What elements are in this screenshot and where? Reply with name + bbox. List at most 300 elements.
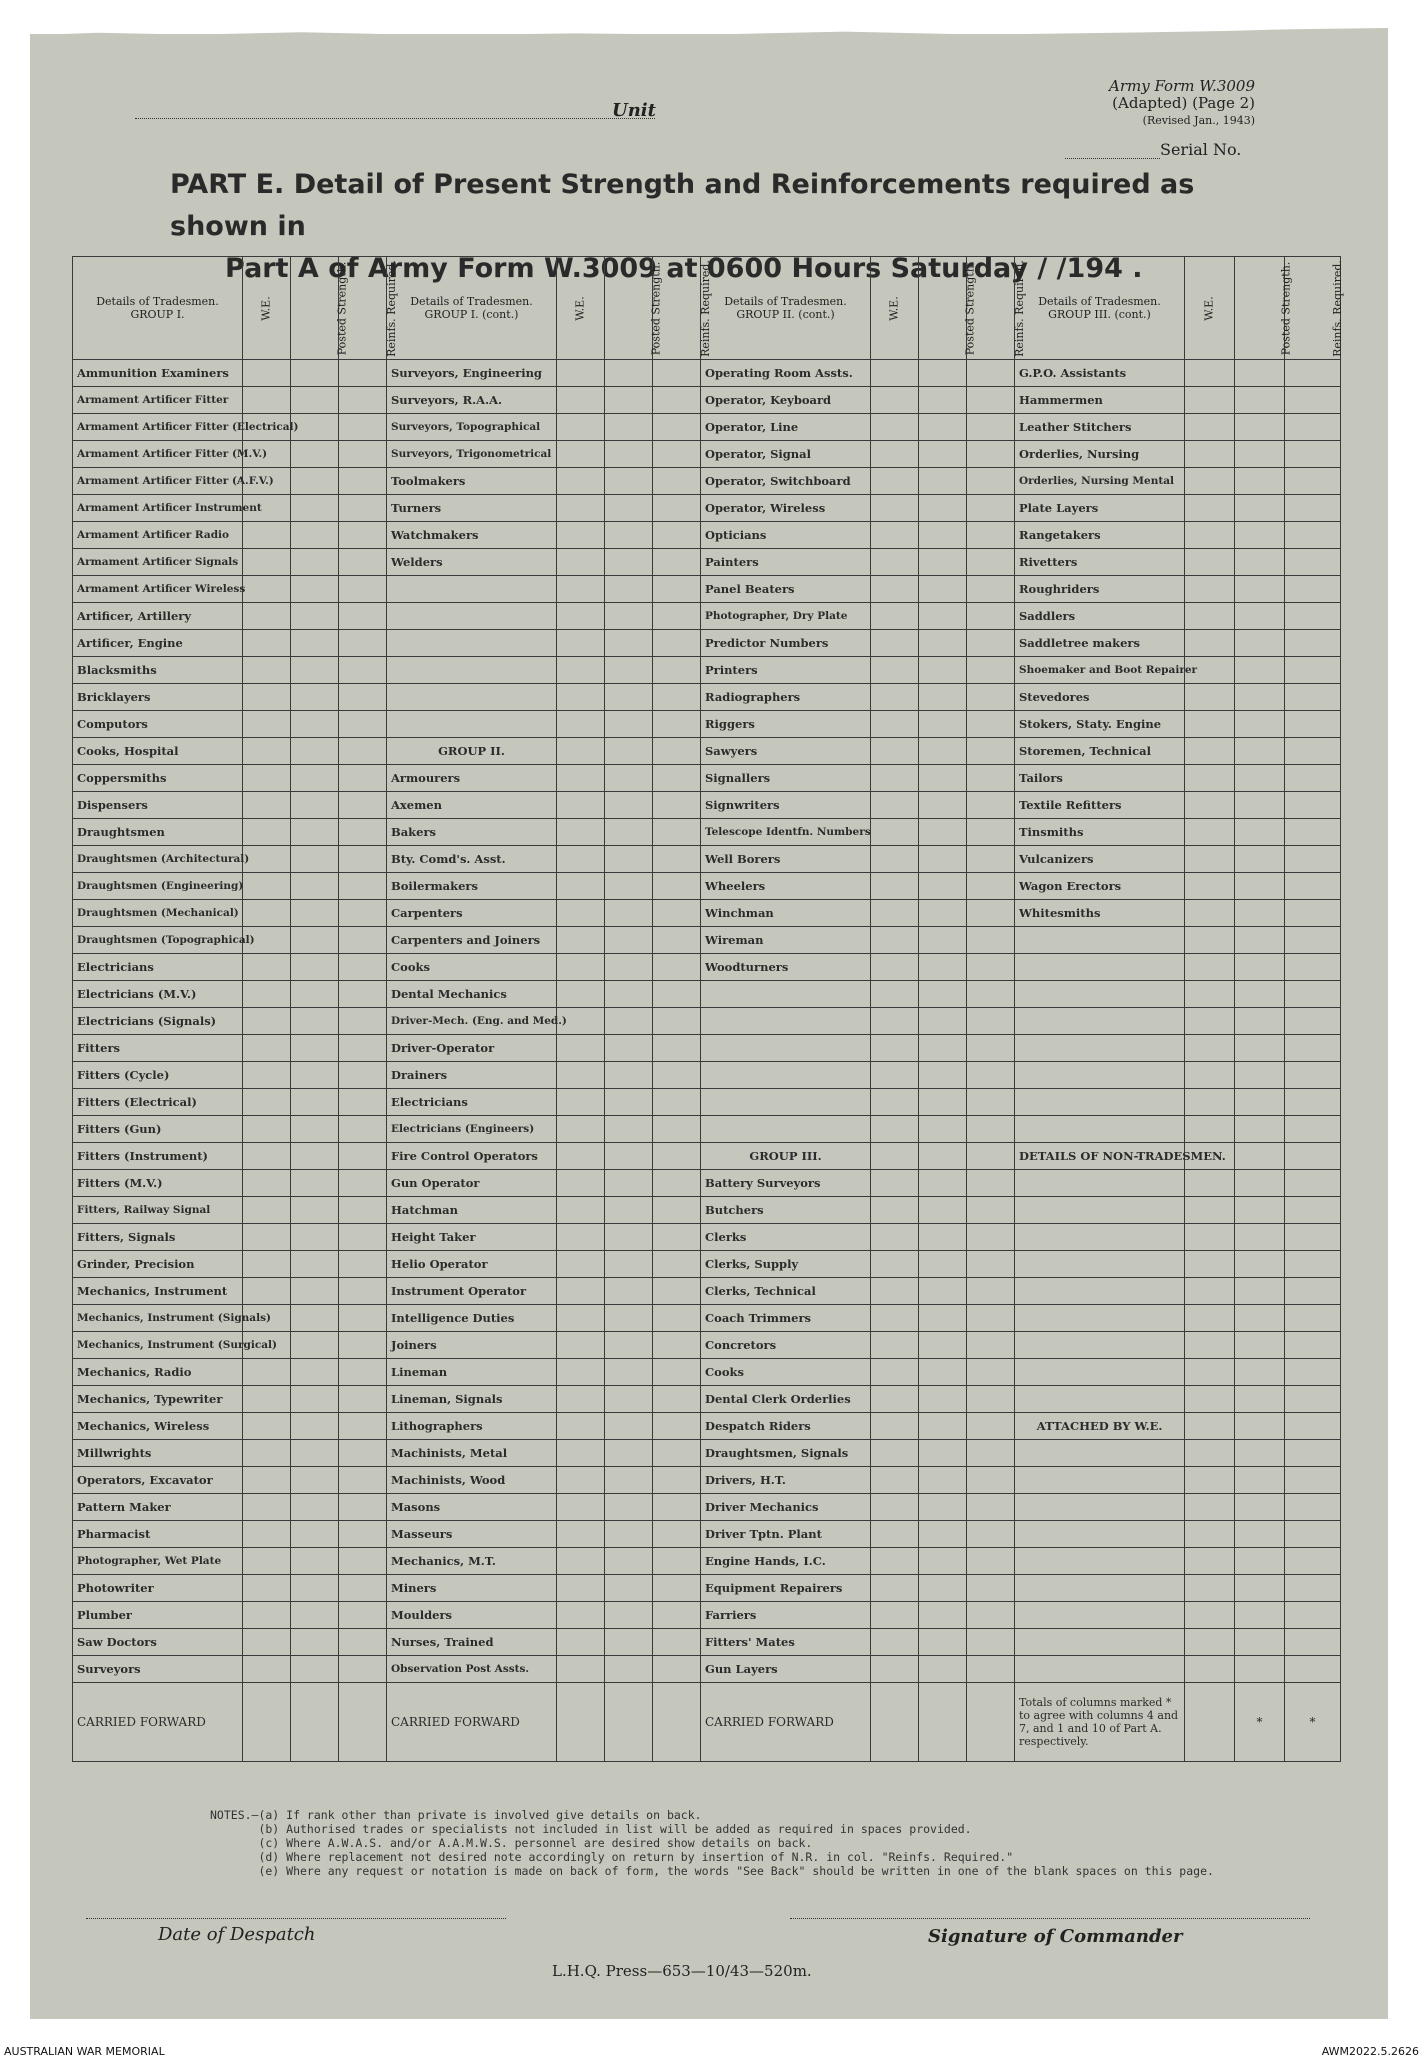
entry-cell[interactable] bbox=[243, 657, 291, 684]
entry-cell[interactable] bbox=[919, 603, 967, 630]
entry-cell[interactable] bbox=[291, 1332, 339, 1359]
entry-cell[interactable] bbox=[967, 765, 1015, 792]
entry-cell[interactable] bbox=[557, 657, 605, 684]
entry-cell[interactable] bbox=[1235, 846, 1285, 873]
entry-cell[interactable] bbox=[919, 738, 967, 765]
entry-cell[interactable] bbox=[653, 1305, 701, 1332]
entry-cell[interactable] bbox=[1285, 657, 1341, 684]
entry-cell[interactable] bbox=[653, 1548, 701, 1575]
entry-cell[interactable] bbox=[557, 1251, 605, 1278]
entry-cell[interactable] bbox=[653, 657, 701, 684]
entry-cell[interactable] bbox=[557, 1197, 605, 1224]
entry-cell[interactable] bbox=[339, 1062, 387, 1089]
entry-cell[interactable] bbox=[291, 1629, 339, 1656]
entry-cell[interactable] bbox=[1235, 1575, 1285, 1602]
entry-cell[interactable] bbox=[605, 1359, 653, 1386]
entry-cell[interactable] bbox=[243, 1035, 291, 1062]
entry-cell[interactable] bbox=[557, 603, 605, 630]
entry-cell[interactable] bbox=[871, 900, 919, 927]
entry-cell[interactable] bbox=[243, 738, 291, 765]
entry-cell[interactable] bbox=[557, 1170, 605, 1197]
entry-cell[interactable] bbox=[1235, 1332, 1285, 1359]
entry-cell[interactable] bbox=[919, 1629, 967, 1656]
entry-cell[interactable] bbox=[605, 873, 653, 900]
entry-cell[interactable] bbox=[1285, 1494, 1341, 1521]
entry-cell[interactable] bbox=[919, 765, 967, 792]
entry-cell[interactable] bbox=[967, 1035, 1015, 1062]
entry-cell[interactable] bbox=[1285, 414, 1341, 441]
entry-cell[interactable] bbox=[1185, 522, 1235, 549]
entry-cell[interactable] bbox=[557, 1602, 605, 1629]
entry-cell[interactable] bbox=[557, 1116, 605, 1143]
entry-cell[interactable] bbox=[1185, 1602, 1235, 1629]
entry-cell[interactable] bbox=[605, 1683, 653, 1762]
entry-cell[interactable] bbox=[605, 1035, 653, 1062]
entry-cell[interactable] bbox=[291, 630, 339, 657]
entry-cell[interactable] bbox=[1235, 414, 1285, 441]
entry-cell[interactable] bbox=[871, 576, 919, 603]
entry-cell[interactable] bbox=[339, 1521, 387, 1548]
entry-cell[interactable] bbox=[339, 873, 387, 900]
entry-cell[interactable] bbox=[919, 387, 967, 414]
entry-cell[interactable] bbox=[339, 684, 387, 711]
entry-cell[interactable] bbox=[919, 1251, 967, 1278]
entry-cell[interactable] bbox=[871, 711, 919, 738]
entry-cell[interactable] bbox=[291, 819, 339, 846]
entry-cell[interactable] bbox=[1235, 1197, 1285, 1224]
entry-cell[interactable] bbox=[557, 1575, 605, 1602]
entry-cell[interactable] bbox=[967, 468, 1015, 495]
entry-cell[interactable] bbox=[1235, 1548, 1285, 1575]
entry-cell[interactable] bbox=[967, 1413, 1015, 1440]
entry-cell[interactable] bbox=[1235, 1062, 1285, 1089]
entry-cell[interactable] bbox=[605, 414, 653, 441]
entry-cell[interactable] bbox=[1185, 1332, 1235, 1359]
entry-cell[interactable] bbox=[1185, 1170, 1235, 1197]
entry-cell[interactable] bbox=[339, 630, 387, 657]
entry-cell[interactable] bbox=[605, 846, 653, 873]
entry-cell[interactable] bbox=[1285, 711, 1341, 738]
entry-cell[interactable] bbox=[1185, 1467, 1235, 1494]
entry-cell[interactable] bbox=[1235, 711, 1285, 738]
entry-cell[interactable] bbox=[967, 1359, 1015, 1386]
entry-cell[interactable] bbox=[919, 1521, 967, 1548]
entry-cell[interactable] bbox=[1185, 576, 1235, 603]
entry-cell[interactable] bbox=[1235, 630, 1285, 657]
entry-cell[interactable] bbox=[967, 1575, 1015, 1602]
entry-cell[interactable] bbox=[1285, 684, 1341, 711]
entry-cell[interactable] bbox=[653, 792, 701, 819]
entry-cell[interactable] bbox=[967, 1332, 1015, 1359]
entry-cell[interactable] bbox=[605, 765, 653, 792]
entry-cell[interactable] bbox=[291, 1062, 339, 1089]
entry-cell[interactable] bbox=[557, 1359, 605, 1386]
entry-cell[interactable] bbox=[1235, 1629, 1285, 1656]
entry-cell[interactable] bbox=[871, 1629, 919, 1656]
entry-cell[interactable] bbox=[557, 1413, 605, 1440]
entry-cell[interactable] bbox=[1185, 927, 1235, 954]
entry-cell[interactable] bbox=[1285, 576, 1341, 603]
entry-cell[interactable] bbox=[243, 1224, 291, 1251]
entry-cell[interactable] bbox=[1235, 927, 1285, 954]
entry-cell[interactable] bbox=[1285, 1656, 1341, 1683]
entry-cell[interactable] bbox=[339, 1224, 387, 1251]
entry-cell[interactable] bbox=[339, 927, 387, 954]
entry-cell[interactable] bbox=[243, 1008, 291, 1035]
entry-cell[interactable] bbox=[291, 1305, 339, 1332]
entry-cell[interactable] bbox=[243, 1413, 291, 1440]
entry-cell[interactable] bbox=[871, 603, 919, 630]
entry-cell[interactable] bbox=[967, 1683, 1015, 1762]
entry-cell[interactable] bbox=[557, 1548, 605, 1575]
entry-cell[interactable] bbox=[243, 1143, 291, 1170]
entry-cell[interactable] bbox=[1285, 1305, 1341, 1332]
entry-cell[interactable] bbox=[1285, 981, 1341, 1008]
entry-cell[interactable] bbox=[339, 1251, 387, 1278]
entry-cell[interactable] bbox=[653, 900, 701, 927]
entry-cell[interactable] bbox=[339, 1683, 387, 1762]
entry-cell[interactable] bbox=[871, 981, 919, 1008]
entry-cell[interactable] bbox=[1185, 954, 1235, 981]
entry-cell[interactable] bbox=[339, 1116, 387, 1143]
entry-cell[interactable] bbox=[243, 1683, 291, 1762]
entry-cell[interactable] bbox=[1235, 1143, 1285, 1170]
entry-cell[interactable] bbox=[1185, 387, 1235, 414]
entry-cell[interactable] bbox=[605, 1332, 653, 1359]
entry-cell[interactable] bbox=[653, 1440, 701, 1467]
entry-cell[interactable] bbox=[243, 1521, 291, 1548]
entry-cell[interactable] bbox=[557, 387, 605, 414]
entry-cell[interactable] bbox=[1235, 738, 1285, 765]
entry-cell[interactable] bbox=[1185, 873, 1235, 900]
entry-cell[interactable] bbox=[557, 360, 605, 387]
entry-cell[interactable] bbox=[1235, 873, 1285, 900]
entry-cell[interactable] bbox=[1285, 1359, 1341, 1386]
entry-cell[interactable] bbox=[967, 792, 1015, 819]
entry-cell[interactable] bbox=[243, 765, 291, 792]
entry-cell[interactable] bbox=[967, 684, 1015, 711]
entry-cell[interactable] bbox=[1185, 1521, 1235, 1548]
entry-cell[interactable] bbox=[1285, 1197, 1341, 1224]
entry-cell[interactable] bbox=[1235, 1386, 1285, 1413]
entry-cell[interactable] bbox=[653, 981, 701, 1008]
entry-cell[interactable] bbox=[291, 1197, 339, 1224]
entry-cell[interactable] bbox=[291, 1440, 339, 1467]
entry-cell[interactable] bbox=[291, 1494, 339, 1521]
entry-cell[interactable] bbox=[1185, 441, 1235, 468]
entry-cell[interactable] bbox=[291, 522, 339, 549]
entry-cell[interactable] bbox=[243, 846, 291, 873]
entry-cell[interactable] bbox=[871, 765, 919, 792]
entry-cell[interactable] bbox=[1235, 1413, 1285, 1440]
entry-cell[interactable] bbox=[243, 1251, 291, 1278]
entry-cell[interactable] bbox=[967, 1494, 1015, 1521]
entry-cell[interactable] bbox=[871, 684, 919, 711]
entry-cell[interactable] bbox=[967, 873, 1015, 900]
entry-cell[interactable] bbox=[557, 1332, 605, 1359]
entry-cell[interactable] bbox=[1285, 819, 1341, 846]
entry-cell[interactable] bbox=[919, 1170, 967, 1197]
entry-cell[interactable] bbox=[1235, 1251, 1285, 1278]
entry-cell[interactable] bbox=[1185, 1116, 1235, 1143]
entry-cell[interactable] bbox=[967, 387, 1015, 414]
entry-cell[interactable] bbox=[871, 873, 919, 900]
entry-cell[interactable] bbox=[339, 1278, 387, 1305]
entry-cell[interactable] bbox=[1235, 900, 1285, 927]
entry-cell[interactable] bbox=[871, 1197, 919, 1224]
entry-cell[interactable] bbox=[557, 549, 605, 576]
entry-cell[interactable] bbox=[653, 1332, 701, 1359]
entry-cell[interactable] bbox=[653, 576, 701, 603]
entry-cell[interactable] bbox=[653, 522, 701, 549]
entry-cell[interactable] bbox=[919, 1008, 967, 1035]
entry-cell[interactable] bbox=[871, 1116, 919, 1143]
entry-cell[interactable] bbox=[653, 1683, 701, 1762]
entry-cell[interactable] bbox=[1185, 1062, 1235, 1089]
entry-cell[interactable] bbox=[967, 657, 1015, 684]
entry-cell[interactable] bbox=[557, 792, 605, 819]
entry-cell[interactable] bbox=[1285, 1440, 1341, 1467]
entry-cell[interactable] bbox=[653, 1656, 701, 1683]
entry-cell[interactable] bbox=[339, 1575, 387, 1602]
entry-cell[interactable] bbox=[605, 1089, 653, 1116]
entry-cell[interactable] bbox=[653, 684, 701, 711]
entry-cell[interactable] bbox=[967, 711, 1015, 738]
entry-cell[interactable] bbox=[291, 1035, 339, 1062]
entry-cell[interactable] bbox=[557, 873, 605, 900]
entry-cell[interactable] bbox=[557, 1035, 605, 1062]
entry-cell[interactable] bbox=[967, 549, 1015, 576]
entry-cell[interactable] bbox=[919, 900, 967, 927]
entry-cell[interactable] bbox=[243, 981, 291, 1008]
entry-cell[interactable] bbox=[1285, 1062, 1341, 1089]
entry-cell[interactable] bbox=[339, 1035, 387, 1062]
entry-cell[interactable] bbox=[291, 1602, 339, 1629]
entry-cell[interactable] bbox=[605, 360, 653, 387]
entry-cell[interactable] bbox=[871, 792, 919, 819]
entry-cell[interactable] bbox=[1185, 630, 1235, 657]
entry-cell[interactable] bbox=[243, 792, 291, 819]
entry-cell[interactable] bbox=[557, 1521, 605, 1548]
entry-cell[interactable] bbox=[871, 1413, 919, 1440]
entry-cell[interactable] bbox=[919, 927, 967, 954]
entry-cell[interactable] bbox=[871, 468, 919, 495]
entry-cell[interactable] bbox=[605, 1602, 653, 1629]
entry-cell[interactable] bbox=[871, 522, 919, 549]
entry-cell[interactable] bbox=[967, 1143, 1015, 1170]
entry-cell[interactable] bbox=[967, 576, 1015, 603]
entry-cell[interactable] bbox=[605, 1008, 653, 1035]
entry-cell[interactable] bbox=[653, 1602, 701, 1629]
entry-cell[interactable] bbox=[1185, 1359, 1235, 1386]
entry-cell[interactable] bbox=[1185, 738, 1235, 765]
entry-cell[interactable] bbox=[339, 765, 387, 792]
entry-cell[interactable] bbox=[919, 846, 967, 873]
entry-cell[interactable] bbox=[1235, 1224, 1285, 1251]
entry-cell[interactable] bbox=[1185, 846, 1235, 873]
entry-cell[interactable] bbox=[653, 1143, 701, 1170]
entry-cell[interactable] bbox=[919, 441, 967, 468]
entry-cell[interactable] bbox=[291, 1143, 339, 1170]
entry-cell[interactable] bbox=[291, 1656, 339, 1683]
entry-cell[interactable] bbox=[871, 1656, 919, 1683]
entry-cell[interactable] bbox=[291, 1089, 339, 1116]
entry-cell[interactable] bbox=[605, 1386, 653, 1413]
entry-cell[interactable] bbox=[291, 1683, 339, 1762]
entry-cell[interactable] bbox=[871, 1440, 919, 1467]
entry-cell[interactable] bbox=[243, 1062, 291, 1089]
entry-cell[interactable] bbox=[1235, 1440, 1285, 1467]
entry-cell[interactable] bbox=[1185, 1224, 1235, 1251]
entry-cell[interactable] bbox=[1185, 468, 1235, 495]
entry-cell[interactable] bbox=[1185, 900, 1235, 927]
entry-cell[interactable] bbox=[557, 1683, 605, 1762]
entry-cell[interactable] bbox=[919, 1467, 967, 1494]
entry-cell[interactable] bbox=[243, 522, 291, 549]
entry-cell[interactable] bbox=[243, 603, 291, 630]
entry-cell[interactable] bbox=[291, 711, 339, 738]
entry-cell[interactable] bbox=[1285, 1521, 1341, 1548]
entry-cell[interactable] bbox=[557, 684, 605, 711]
entry-cell[interactable] bbox=[291, 1413, 339, 1440]
entry-cell[interactable] bbox=[919, 1116, 967, 1143]
entry-cell[interactable] bbox=[871, 954, 919, 981]
entry-cell[interactable] bbox=[1235, 657, 1285, 684]
entry-cell[interactable] bbox=[339, 549, 387, 576]
entry-cell[interactable] bbox=[291, 1575, 339, 1602]
entry-cell[interactable] bbox=[1285, 387, 1341, 414]
entry-cell[interactable] bbox=[919, 468, 967, 495]
entry-cell[interactable] bbox=[557, 468, 605, 495]
entry-cell[interactable] bbox=[557, 954, 605, 981]
entry-cell[interactable] bbox=[557, 927, 605, 954]
entry-cell[interactable] bbox=[871, 1332, 919, 1359]
entry-cell[interactable] bbox=[1285, 1278, 1341, 1305]
entry-cell[interactable] bbox=[605, 549, 653, 576]
entry-cell[interactable] bbox=[1235, 1116, 1285, 1143]
entry-cell[interactable] bbox=[605, 1305, 653, 1332]
entry-cell[interactable] bbox=[871, 1494, 919, 1521]
entry-cell[interactable] bbox=[967, 1116, 1015, 1143]
entry-cell[interactable] bbox=[1185, 360, 1235, 387]
entry-cell[interactable] bbox=[919, 360, 967, 387]
entry-cell[interactable] bbox=[339, 738, 387, 765]
entry-cell[interactable] bbox=[871, 630, 919, 657]
entry-cell[interactable] bbox=[919, 711, 967, 738]
entry-cell[interactable] bbox=[1285, 1602, 1341, 1629]
entry-cell[interactable] bbox=[967, 1170, 1015, 1197]
entry-cell[interactable] bbox=[605, 684, 653, 711]
entry-cell[interactable] bbox=[871, 1305, 919, 1332]
entry-cell[interactable] bbox=[653, 927, 701, 954]
entry-cell[interactable] bbox=[653, 954, 701, 981]
entry-cell[interactable] bbox=[1285, 1413, 1341, 1440]
entry-cell[interactable] bbox=[1285, 1629, 1341, 1656]
entry-cell[interactable] bbox=[871, 1521, 919, 1548]
entry-cell[interactable] bbox=[1185, 1278, 1235, 1305]
entry-cell[interactable] bbox=[1285, 522, 1341, 549]
entry-cell[interactable] bbox=[605, 387, 653, 414]
entry-cell[interactable] bbox=[919, 1062, 967, 1089]
entry-cell[interactable] bbox=[919, 1683, 967, 1762]
entry-cell[interactable] bbox=[967, 1386, 1015, 1413]
entry-cell[interactable] bbox=[605, 792, 653, 819]
entry-cell[interactable] bbox=[605, 1440, 653, 1467]
entry-cell[interactable] bbox=[291, 1170, 339, 1197]
entry-cell[interactable] bbox=[1185, 1386, 1235, 1413]
entry-cell[interactable] bbox=[1185, 1575, 1235, 1602]
entry-cell[interactable] bbox=[871, 1089, 919, 1116]
entry-cell[interactable] bbox=[1235, 1467, 1285, 1494]
entry-cell[interactable] bbox=[605, 603, 653, 630]
entry-cell[interactable] bbox=[339, 495, 387, 522]
entry-cell[interactable] bbox=[1235, 1359, 1285, 1386]
entry-cell[interactable] bbox=[243, 954, 291, 981]
entry-cell[interactable] bbox=[291, 927, 339, 954]
entry-cell[interactable] bbox=[919, 630, 967, 657]
entry-cell[interactable] bbox=[557, 1062, 605, 1089]
entry-cell[interactable] bbox=[339, 1548, 387, 1575]
entry-cell[interactable] bbox=[339, 1008, 387, 1035]
entry-cell[interactable] bbox=[605, 657, 653, 684]
entry-cell[interactable] bbox=[919, 495, 967, 522]
entry-cell[interactable] bbox=[1235, 549, 1285, 576]
entry-cell[interactable] bbox=[967, 927, 1015, 954]
entry-cell[interactable] bbox=[871, 657, 919, 684]
entry-cell[interactable] bbox=[339, 441, 387, 468]
entry-cell[interactable] bbox=[291, 387, 339, 414]
entry-cell[interactable] bbox=[339, 1197, 387, 1224]
entry-cell[interactable] bbox=[339, 819, 387, 846]
entry-cell[interactable] bbox=[605, 954, 653, 981]
entry-cell[interactable] bbox=[243, 1656, 291, 1683]
entry-cell[interactable] bbox=[557, 414, 605, 441]
entry-cell[interactable] bbox=[653, 1224, 701, 1251]
entry-cell[interactable] bbox=[339, 954, 387, 981]
entry-cell[interactable] bbox=[1185, 819, 1235, 846]
entry-cell[interactable] bbox=[605, 1170, 653, 1197]
entry-cell[interactable] bbox=[291, 1386, 339, 1413]
entry-cell[interactable] bbox=[557, 630, 605, 657]
entry-cell[interactable] bbox=[653, 1062, 701, 1089]
entry-cell[interactable] bbox=[557, 1494, 605, 1521]
entry-cell[interactable] bbox=[919, 1359, 967, 1386]
entry-cell[interactable] bbox=[1185, 1089, 1235, 1116]
entry-cell[interactable] bbox=[339, 1143, 387, 1170]
entry-cell[interactable] bbox=[605, 1548, 653, 1575]
entry-cell[interactable] bbox=[871, 738, 919, 765]
entry-cell[interactable] bbox=[1185, 1197, 1235, 1224]
entry-cell[interactable] bbox=[243, 873, 291, 900]
entry-cell[interactable] bbox=[967, 1548, 1015, 1575]
entry-cell[interactable] bbox=[291, 549, 339, 576]
entry-cell[interactable] bbox=[291, 1224, 339, 1251]
entry-cell[interactable] bbox=[291, 1251, 339, 1278]
entry-cell[interactable] bbox=[919, 1575, 967, 1602]
entry-cell[interactable] bbox=[557, 495, 605, 522]
entry-cell[interactable] bbox=[1235, 360, 1285, 387]
entry-cell[interactable] bbox=[871, 1683, 919, 1762]
entry-cell[interactable] bbox=[291, 657, 339, 684]
entry-cell[interactable] bbox=[1235, 1521, 1285, 1548]
entry-cell[interactable] bbox=[1235, 441, 1285, 468]
entry-cell[interactable] bbox=[967, 630, 1015, 657]
entry-cell[interactable] bbox=[339, 576, 387, 603]
entry-cell[interactable] bbox=[967, 738, 1015, 765]
entry-cell[interactable] bbox=[557, 1386, 605, 1413]
entry-cell[interactable] bbox=[967, 819, 1015, 846]
entry-cell[interactable] bbox=[339, 1467, 387, 1494]
